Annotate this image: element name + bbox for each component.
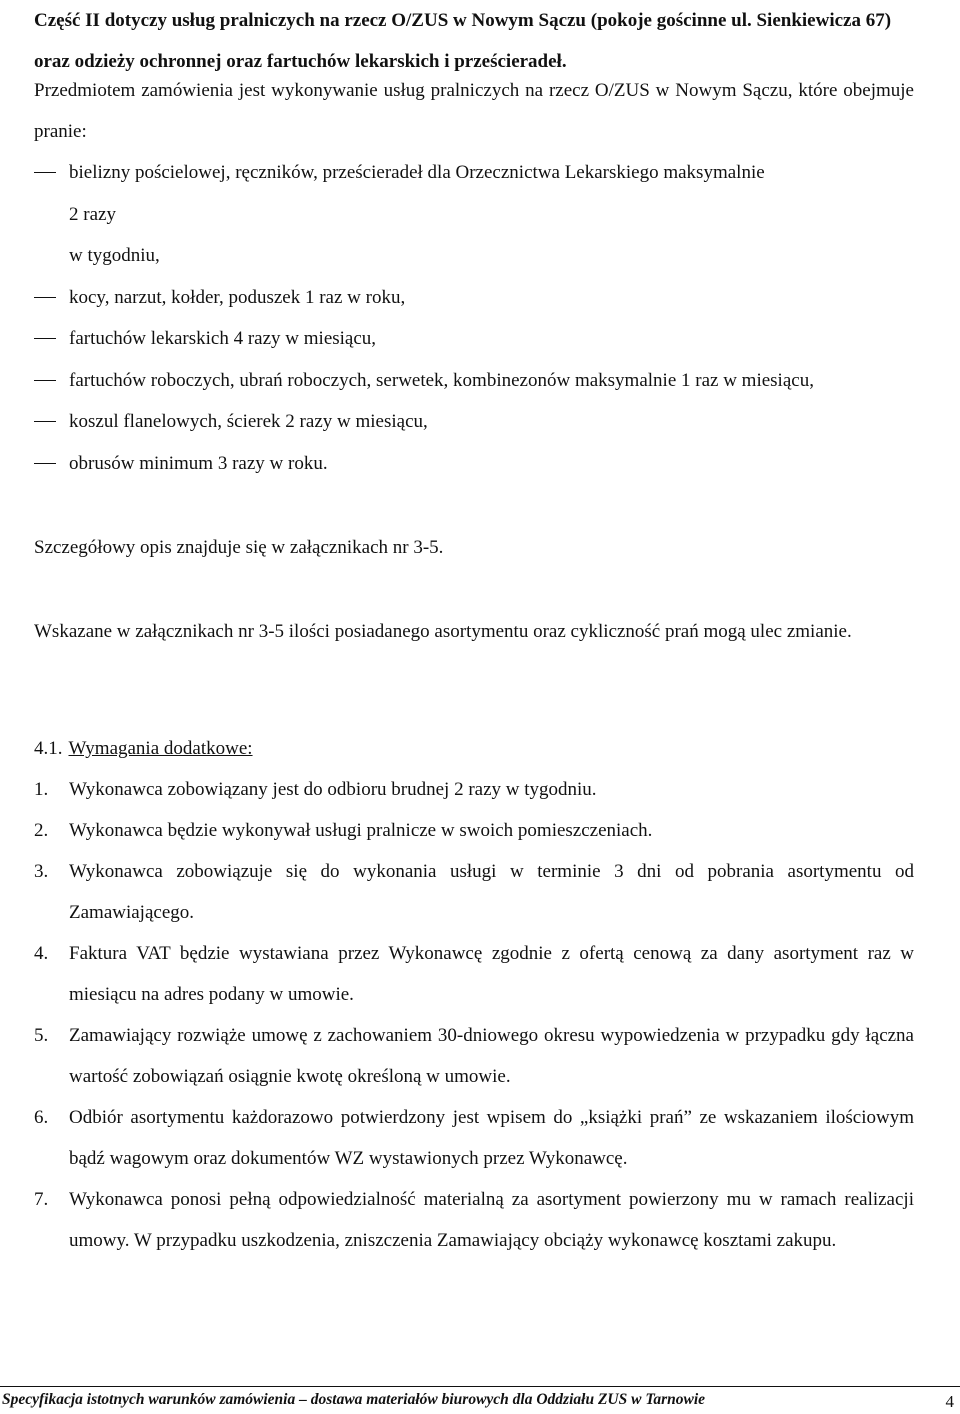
change-note: Wskazane w załącznikach nr 3-5 ilości posiadanego asortymentu oraz cykliczność prań mogą ulec zmianie. (34, 621, 852, 642)
list-item-text: fartuchów lekarskich 4 razy w miesiącu, (69, 328, 377, 349)
list-item-text: obrusów minimum 3 razy w roku. (69, 452, 328, 474)
list-item (34, 152, 914, 277)
requirement-number: 6. (34, 1107, 49, 1128)
dash-bullet-icon (34, 421, 56, 422)
dash-bullet-icon (34, 338, 56, 339)
intro-paragraph: Przedmiotem zamówienia jest wykonywanie usług pralniczych na rzecz O/ZUS w Nowym Sączu, które obejmuje pranie: (34, 80, 914, 142)
footer-text: Specyfikacja istotnych warunków zamówienia – dostawa materiałów biurowych dla Oddziału ZUS w Tarnowie (2, 1391, 706, 1408)
requirement-text: Odbiór asortymentu każdorazowo potwierdzony jest wpisem do „książki prań” ze wskazaniem ilościowym bądź wagowym oraz dokumentów WZ wystawionych przez Wykonawcę. (69, 1107, 914, 1169)
requirement-number: 2. (34, 820, 49, 841)
list-item (34, 443, 914, 485)
list-item-text: kocy, narzut, kołder, poduszek 1 raz w roku, (69, 286, 406, 308)
requirement-text: Faktura VAT będzie wystawiana przez Wykonawcę zgodnie z ofertą cenową za dany asortyment raz w miesiącu na adres podany w umowie. (69, 943, 914, 1005)
list-item (34, 401, 914, 443)
requirement-text: Zamawiający rozwiąże umowę z zachowaniem 30-dniowego okresu wypowiedzenia w przypadku gdy łączna wartość zobowiązań osiągnie kwotę określoną w umowie. (69, 1025, 914, 1087)
requirement-text: Wykonawca zobowiązany jest do odbioru brudnej 2 razy w tygodniu. (69, 779, 597, 800)
requirement-item (34, 851, 914, 933)
dash-bullet-icon (34, 380, 56, 381)
subsection-heading (34, 728, 253, 769)
list-item (34, 277, 914, 319)
dash-bullet-icon (34, 463, 56, 464)
requirement-number: 5. (34, 1025, 49, 1046)
requirement-text: Wykonawca zobowiązuje się do wykonania usługi w terminie 3 dni od pobrania asortymentu od Zamawiającego. (69, 861, 914, 923)
requirement-number: 1. (34, 779, 49, 800)
list-item (34, 318, 914, 360)
requirement-number: 3. (34, 861, 49, 882)
list-item-text: koszul flanelowych, ścierek 2 razy w miesiącu, (69, 411, 428, 432)
requirement-item (34, 1179, 914, 1261)
dash-bullet-icon (34, 297, 56, 298)
subsection-title: Wymagania dodatkowe: (68, 738, 253, 759)
page-number: 4 (945, 1392, 954, 1411)
requirements-list (34, 769, 914, 1261)
requirement-text: Wykonawca ponosi pełną odpowiedzialność materialną za asortyment powierzony mu w ramach realizacji umowy. W przypadku uszkodzenia, zniszczenia Zamawiający obciąży wykonawcę kosztami zakupu. (69, 1189, 914, 1251)
list-item-text: fartuchów roboczych, ubrań roboczych, serwetek, kombinezonów maksymalnie 1 raz w miesiącu, (69, 369, 814, 391)
requirement-text: Wykonawca będzie wykonywał usługi pralnicze w swoich pomieszczeniach. (69, 820, 653, 841)
requirement-item (34, 769, 914, 810)
details-note: Szczegółowy opis znajduje się w załącznikach nr 3-5. (34, 537, 444, 558)
requirement-item (34, 810, 914, 851)
footer-divider (0, 1386, 960, 1387)
requirement-item (34, 1097, 914, 1179)
list-item-text: bielizny pościelowej, ręczników, prześcieradeł dla Orzecznictwa Lekarskiego maksymalnie 2 razy w tygodniu, (69, 162, 765, 266)
list-item (34, 360, 914, 402)
requirement-number: 4. (34, 943, 49, 964)
requirement-item (34, 1015, 914, 1097)
subsection-number: 4.1. (34, 738, 63, 759)
section-heading: Część II dotyczy usług pralniczych na rzecz O/ZUS w Nowym Sączu (pokoje gościnne ul. Sienkiewicza 67) oraz odzieży ochronnej oraz fartuchów lekarskich i prześcieradeł. (34, 10, 892, 72)
dash-bullet-icon (34, 172, 56, 173)
laundry-items-list (34, 152, 914, 484)
requirement-number: 7. (34, 1189, 49, 1210)
requirement-item (34, 933, 914, 1015)
